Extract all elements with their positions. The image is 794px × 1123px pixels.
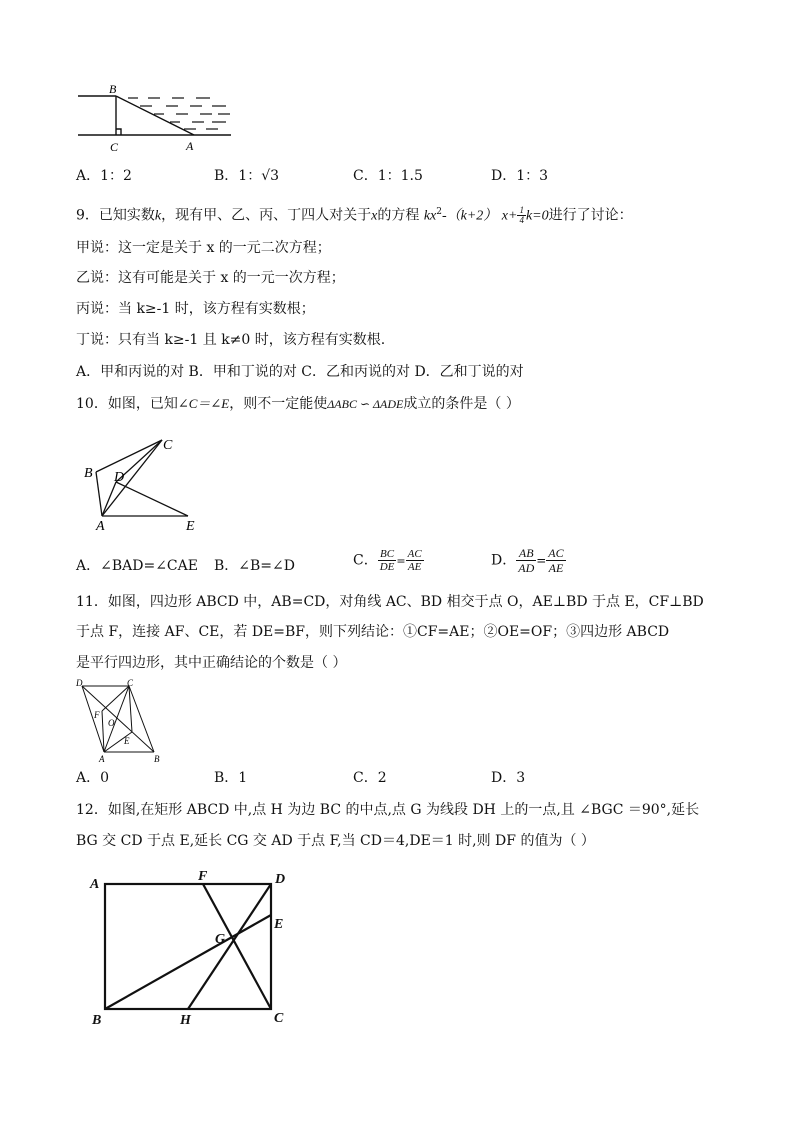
frac-num: AB — [516, 546, 536, 561]
fig-label: B — [109, 82, 117, 96]
q11-option-b: B．1 — [214, 770, 248, 786]
q12-line-2: BG 交 CD 于点 E,延长 CG 交 AD 于点 F,当 CD＝4,DE＝1 时,则 DF 的值为（ ） — [76, 833, 595, 849]
q11-parallelogram-figure — [74, 676, 174, 766]
frac-den: AD — [518, 561, 535, 575]
q11-line-2: 于点 F，连接 AF、CE，若 DE=BF，则下列结论：①CF=AE；②OE=OF；③四边形 ABCD — [76, 624, 670, 640]
q10-option-label: C． — [353, 552, 378, 569]
embankment-figure — [76, 78, 236, 158]
q9-equation: -（k+2） — [441, 208, 498, 224]
q8-option-a: A．1：2 — [76, 168, 132, 184]
fig-label: C — [127, 678, 134, 688]
q9-stem-text: 9．已知实数 — [76, 207, 155, 224]
q9-equation: k=0 — [525, 208, 549, 224]
frac-num: AC — [548, 546, 564, 560]
q9-equation: x+ — [501, 208, 518, 224]
q10-option-d — [491, 546, 566, 575]
q10-option-c — [353, 548, 424, 573]
fig-label: D — [275, 872, 286, 887]
fig-label: F — [198, 869, 208, 884]
frac-den: DE — [379, 561, 395, 573]
q10-stem-text: 10．如图，已知 — [76, 396, 178, 412]
frac-den: AE — [407, 561, 422, 573]
q9-stem-text: ，现有甲、乙、丙、丁四人对关于 — [161, 207, 372, 224]
q9-fraction — [517, 206, 526, 225]
fig-label: C — [163, 438, 173, 453]
frac-den: AE — [548, 561, 564, 575]
fig-label: B — [84, 466, 93, 481]
q9-equation: kx — [423, 208, 437, 224]
q11-option-a: A．0 — [76, 770, 110, 786]
q11-option-d: D．3 — [491, 770, 526, 786]
fig-label: D — [76, 678, 83, 688]
q10-fraction — [516, 546, 536, 575]
q9-ding: 丁说：只有当 k≥-1 且 k≠0 时，该方程有实数根. — [76, 332, 386, 348]
fig-label: A — [186, 139, 194, 153]
frac-num: BC — [378, 548, 397, 561]
q9-stem — [76, 202, 633, 227]
fig-label: H — [180, 1013, 191, 1028]
fig-label: A — [96, 519, 105, 532]
q10-option-label: D． — [491, 552, 517, 569]
q8-option-b: B．1：√3 — [214, 168, 280, 184]
q10-option-b: B．∠B=∠D — [214, 558, 295, 574]
q8-option-c: C．1：1.5 — [353, 168, 423, 184]
q10-condition: ∠C＝∠E — [177, 396, 230, 411]
q9-options: A．甲和丙说的对 B．甲和丁说的对 C．乙和丙说的对 D．乙和丁说的对 — [76, 364, 524, 380]
q10-fraction — [406, 548, 424, 573]
q10-stem — [76, 394, 520, 414]
fig-label: B — [92, 1013, 102, 1028]
fig-label: F — [94, 710, 100, 720]
q10-stem-text: ，则不一定能使 — [229, 396, 328, 412]
q9-var-k: k — [154, 208, 162, 224]
q9-exponent: 2 — [436, 207, 442, 217]
fig-label: G — [215, 932, 226, 947]
q10-fraction — [378, 548, 397, 573]
q9-jia: 甲说：这一定是关于 x 的一元二次方程； — [76, 240, 331, 256]
q10-option-a: A．∠BAD=∠CAE — [76, 558, 198, 574]
q9-stem-text: 的方程 — [377, 207, 420, 224]
fig-label: A — [90, 877, 100, 892]
q9-stem-text: 进行了讨论： — [548, 207, 633, 224]
q9-frac-den: 4 — [519, 215, 524, 226]
q12-line-1: 12．如图,在矩形 ABCD 中,点 H 为边 BC 的中点,点 G 为线段 DH 上的一点,且 ∠BGC ＝90°,延长 — [76, 802, 700, 818]
fig-label: E — [274, 917, 284, 932]
fig-label: O — [108, 718, 115, 728]
q9-yi: 乙说：这有可能是关于 x 的一元一次方程； — [76, 270, 345, 286]
q11-line-1: 11．如图，四边形 ABCD 中，AB=CD，对角线 AC、BD 相交于点 O，AE⊥BD 于点 E，CF⊥BD — [76, 594, 704, 610]
fig-label: E — [186, 519, 195, 532]
q10-triangles-figure — [80, 432, 210, 532]
fig-label: A — [99, 754, 105, 764]
fig-label: C — [274, 1011, 284, 1026]
q8-option-d: D．1：3 — [491, 168, 549, 184]
fig-label: B — [154, 754, 160, 764]
fig-label: D — [114, 470, 125, 485]
q9-var-x: x — [371, 208, 378, 224]
q10-stem-text: 成立的条件是（ ） — [403, 396, 520, 412]
frac-num: AC — [407, 548, 422, 560]
q9-bing: 丙说：当 k≥-1 时，该方程有实数根； — [76, 301, 315, 317]
q10-similarity: ΔABC ∽ ΔADE — [327, 397, 404, 411]
fig-label: C — [110, 140, 119, 154]
fig-label: E — [124, 736, 130, 746]
equals-sign: = — [396, 554, 406, 568]
q11-option-c: C．2 — [353, 770, 387, 786]
equals-sign: = — [536, 553, 547, 568]
q12-rectangle-figure — [88, 866, 298, 1032]
q11-line-3: 是平行四边形，其中正确结论的个数是（ ） — [76, 655, 347, 671]
q9-frac-num: 1 — [519, 205, 524, 216]
q10-fraction — [546, 546, 565, 575]
